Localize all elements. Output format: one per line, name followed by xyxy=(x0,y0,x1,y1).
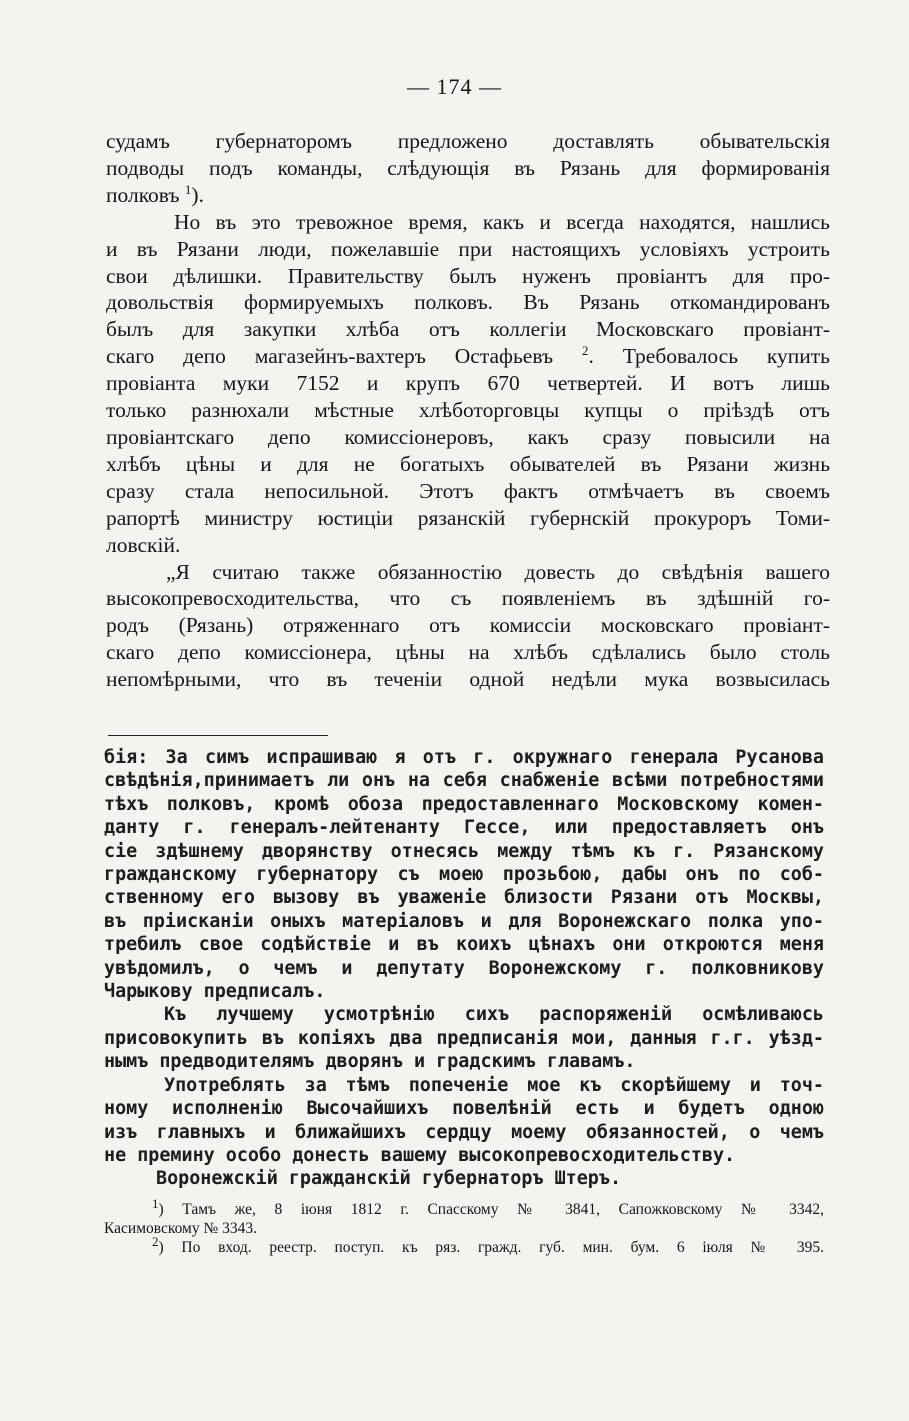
text-line: довольствія формируемыхъ полковъ. Въ Рязань откомандированъ xyxy=(106,290,830,315)
text-line xyxy=(106,182,830,209)
footnote-text: ) Тамъ же, 8 іюня 1812 г. Спасскому № 3841, Сапожковскому № 3342, xyxy=(158,1201,824,1218)
text-segment: . Требовалось купить xyxy=(588,344,830,369)
signature: Воронежскій гражданскій губернаторъ Штеръ. xyxy=(156,1168,622,1190)
quote-line: Употреблять за тѣмъ попеченіе мое къ скорѣйшему и точ- xyxy=(164,1074,824,1096)
quote-line: требилъ свое содѣйствіе и въ коихъ цѣнахъ они откроются меня xyxy=(104,934,824,956)
quote-line: Чарыкову предписалъ. xyxy=(104,981,326,1003)
main-text xyxy=(106,128,830,693)
footnote-mark: 2 xyxy=(152,1233,159,1249)
text-line: провіанта муки 7152 и крупъ 670 четвертей. И вотъ лишь xyxy=(106,371,830,396)
text-line: высокопревосходительства, что съ появленіемъ въ здѣшній го- xyxy=(106,586,830,611)
quote-line: свѣдѣнія,принимаетъ ли онъ на себя снабженіе всѣми потребностями xyxy=(104,770,824,792)
text-line: подводы подъ команды, слѣдующія въ Рязань для формированія xyxy=(106,155,830,180)
quote-line: ному исполненію Высочайшихъ повелѣній есть и будетъ одною xyxy=(104,1098,824,1120)
section-separator xyxy=(108,735,328,736)
text-line: непомѣрными, что въ теченіи одной недѣли мука возвысилась xyxy=(106,667,830,692)
text-line: скаго депо комиссіонера, цѣны на хлѣбъ сдѣлались было столь xyxy=(106,640,830,665)
footnote-text: ) По вход. реестр. поступ. къ ряз. гражд. губ. мин. бум. 6 іюля № 395. xyxy=(158,1239,824,1256)
quote-line: не премину особо донесть вашему высокопревосходительству. xyxy=(104,1144,736,1166)
text-line: рапортѣ министру юстиціи рязанскій губернскій прокуроръ Томи- xyxy=(106,505,830,530)
footnote-2 xyxy=(104,1233,824,1257)
text-segment: полковъ xyxy=(106,182,180,207)
quote-line: въ пріисканіи оныхъ матеріаловъ и для Воронежскаго полка упо- xyxy=(104,910,824,932)
footnote-1 xyxy=(104,1195,824,1219)
page-number: — 174 — xyxy=(407,74,502,99)
footnotes xyxy=(104,1195,824,1257)
text-line: ловскій. xyxy=(106,532,181,557)
text-line: сразу стала непосильной. Этотъ фактъ отмѣчаетъ въ своемъ xyxy=(106,478,830,503)
text-line: только разнюхали мѣстные хлѣботорговцы купцы о пріѣздѣ отъ xyxy=(106,398,830,423)
quote-line: присовокупить въ копіяхъ два предписанія мои, данныя г.г. уѣзд- xyxy=(104,1027,824,1049)
quote-line: тѣхъ полковъ, кромѣ обоза предоставленнаго Московскому комен- xyxy=(104,793,824,815)
quoted-document xyxy=(104,746,824,1191)
text-segment: ). xyxy=(191,182,204,207)
quote-line: Къ лучшему усмотрѣнію сихъ распоряженій осмѣливаюсь xyxy=(164,1004,824,1026)
quote-line: бія: За симъ испрашиваю я отъ г. окружнаго генерала Русанова xyxy=(104,747,824,768)
quote-line: данту г. генералъ-лейтенанту Гессе, или предоставляетъ онъ xyxy=(104,817,824,839)
text-line: Но въ это тревожное время, какъ и всегда находятся, нашлись xyxy=(174,209,830,234)
footnote-mark: 1 xyxy=(152,1195,159,1211)
text-line: былъ для закупки хлѣба отъ коллегіи Московскаго провіант- xyxy=(106,317,830,342)
text-line xyxy=(106,343,830,370)
text-line: провіантскаго депо комиссіонеровъ, какъ сразу повысили на xyxy=(106,424,830,449)
text-line: судамъ губернаторомъ предложено доставлять обывательскія xyxy=(106,129,830,153)
text-line: свои дѣлишки. Правительству былъ нуженъ провіантъ для про- xyxy=(106,263,830,288)
quote-line: увѣдомилъ, о чемъ и депутату Воронежскому г. полковникову xyxy=(104,957,824,979)
text-line: хлѣбъ цѣны и для не богатыхъ обывателей въ Рязани жизнь xyxy=(106,451,830,476)
text-line: и въ Рязани люди, пожелавшіе при настоящихъ условіяхъ устроить xyxy=(106,236,830,261)
quote-line: сіе здѣшнему дворянству отнесясь между тѣмъ къ г. Рязанскому xyxy=(104,840,824,862)
quote-line: изъ главныхъ и ближайшихъ сердцу моему обязанностей, о чемъ xyxy=(104,1121,824,1143)
text-segment: скаго депо магазейнъ-вахтеръ Остафьевъ xyxy=(106,344,554,369)
footnote-ref-2: 2 xyxy=(581,343,589,359)
quote-line: ственному его вызову въ уваженіе близости Рязани отъ Москвы, xyxy=(104,887,824,909)
quote-line: гражданскому губернатору съ моею прозьбою, дабы онъ по соб- xyxy=(104,864,824,886)
footnote-ref-1: 1 xyxy=(184,181,192,197)
text-line: родъ (Рязань) отряженнаго отъ комиссіи московскаго провіант- xyxy=(106,613,830,638)
text-line: „Я считаю также обязанностію довесть до свѣдѣнія вашего xyxy=(166,559,830,584)
footnote-1-continuation: Касимовскому № 3343. xyxy=(104,1220,258,1237)
quote-line: нымъ предводителямъ дворянъ и градскимъ главамъ. xyxy=(104,1051,636,1073)
